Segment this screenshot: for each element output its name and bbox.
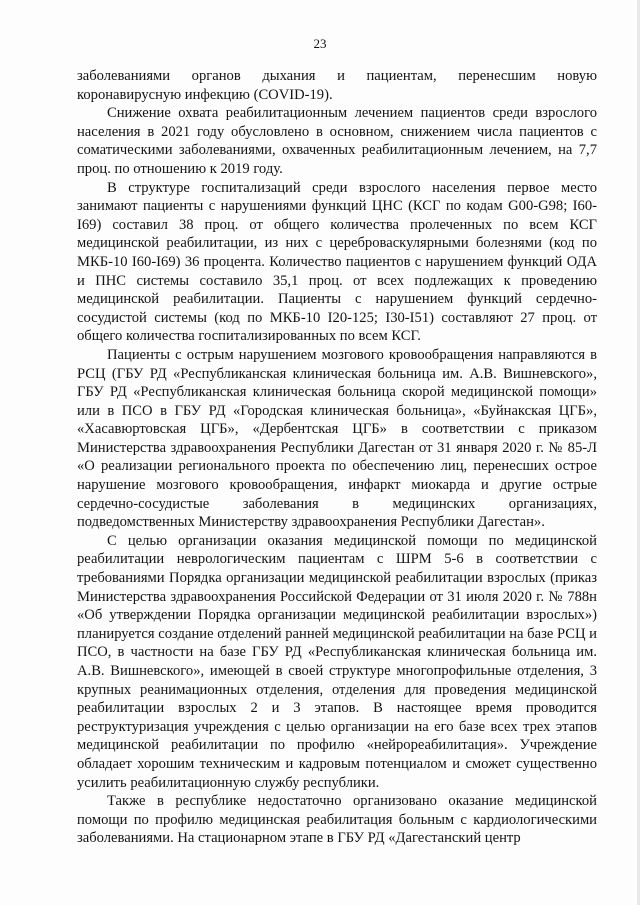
paragraph-cardio-rehab: Также в республике недостаточно организовано оказание медицинской помощи по профилю медицинская реабилитация больным с кардиологическими заболеваниями. На стационарном этапе в ГБУ РД «Дагестанский центр (77, 793, 597, 847)
paragraph-continuation: заболеваниями органов дыхания и пациентам, перенесшим новую коронавирусную инфекцию (COVID-19). (77, 68, 597, 103)
paragraph-stroke-patients: Пациенты с острым нарушением мозгового кровообращения направляются в РСЦ (ГБУ РД «Республиканская клиническая больница им. А.В. Вишневского», ГБУ РД «Республиканская клиническая больница скорой медицинской помощи» или в ПСО в ГБУ РД «Городская клиническая больница», «Буйнакская ЦГБ», «Хасавюртовская ЦГБ», «Дербентская ЦГБ» в соответствии с приказом Министерства здравоохранения Республики Дагестан от 31 января 2020 г. № 85-Л «О реализации регионального проекта по обеспечению лиц, перенесших острое нарушение мозгового кровообращения, инфаркт миокарда и другие острые сердечно-сосудистые заболевания в медицинских организациях, подведомственных Министерству здравоохранения Республики Дагестан». (77, 346, 597, 531)
document-body (77, 67, 597, 848)
paragraph-rehab-coverage: Снижение охвата реабилитационным лечением пациентов среди взрослого населения в 2021 году обусловлено в основном, снижением числа пациентов с соматическими заболеваниями, охваченных реабилитационным лечением, на 7,7 проц. по отношению к 2019 году. (77, 105, 597, 177)
paragraph-hospitalization-structure: В структуре госпитализаций среди взрослого населения первое место занимают пациенты с нарушениями функций ЦНС (КСГ по кодам G00-G98; I60-I69) составил 38 проц. от общего количества пролеченных по всем КСГ медицинской реабилитации, из них с цереброваскулярными болезнями (код по МКБ-10 I60-I69) 36 процента. Количество пациентов с нарушением функций ОДА и ПНС системы составило 35,1 проц. от всех подлежащих к проведению медицинской реабилитации. Пациенты с нарушением функций сердечно-сосудистой системы (код по МКБ-10 I20-125; I30-I51) составляют 27 проц. от общего количества госпитализированных по всем КСГ. (77, 179, 597, 345)
page-number: 23 (313, 36, 327, 51)
paragraph-neuro-rehab: С целью организации оказания медицинской помощи по медицинской реабилитации неврологическим пациентам с ШРМ 5-6 в соответствии с требованиями Порядка организации медицинской реабилитации взрослых (приказ Министерства здравоохранения Российской Федерации от 31 июля 2020 г. № 788н «Об утверждении Порядка организации медицинской реабилитации взрослых») планируется создание отделений ранней медицинской реабилитации на базе РСЦ и ПСО, в частности на базе ГБУ РД «Республиканская клиническая больница им. А.В. Вишневского», имеющей в своей структуре многопрофильные отделения, 3 крупных реанимационных отделения, отделения для проведения медицинской реабилитации взрослых 2 и 3 этапов. В настоящее время проводится реструктуризация учреждения с целью организации на его базе всех трех этапов медицинской реабилитации по профилю «нейрореабилитация». Учреждение обладает хорошим техническим и кадровым потенциалом и сможет существенно усилить реабилитационную службу республики. (77, 532, 597, 791)
